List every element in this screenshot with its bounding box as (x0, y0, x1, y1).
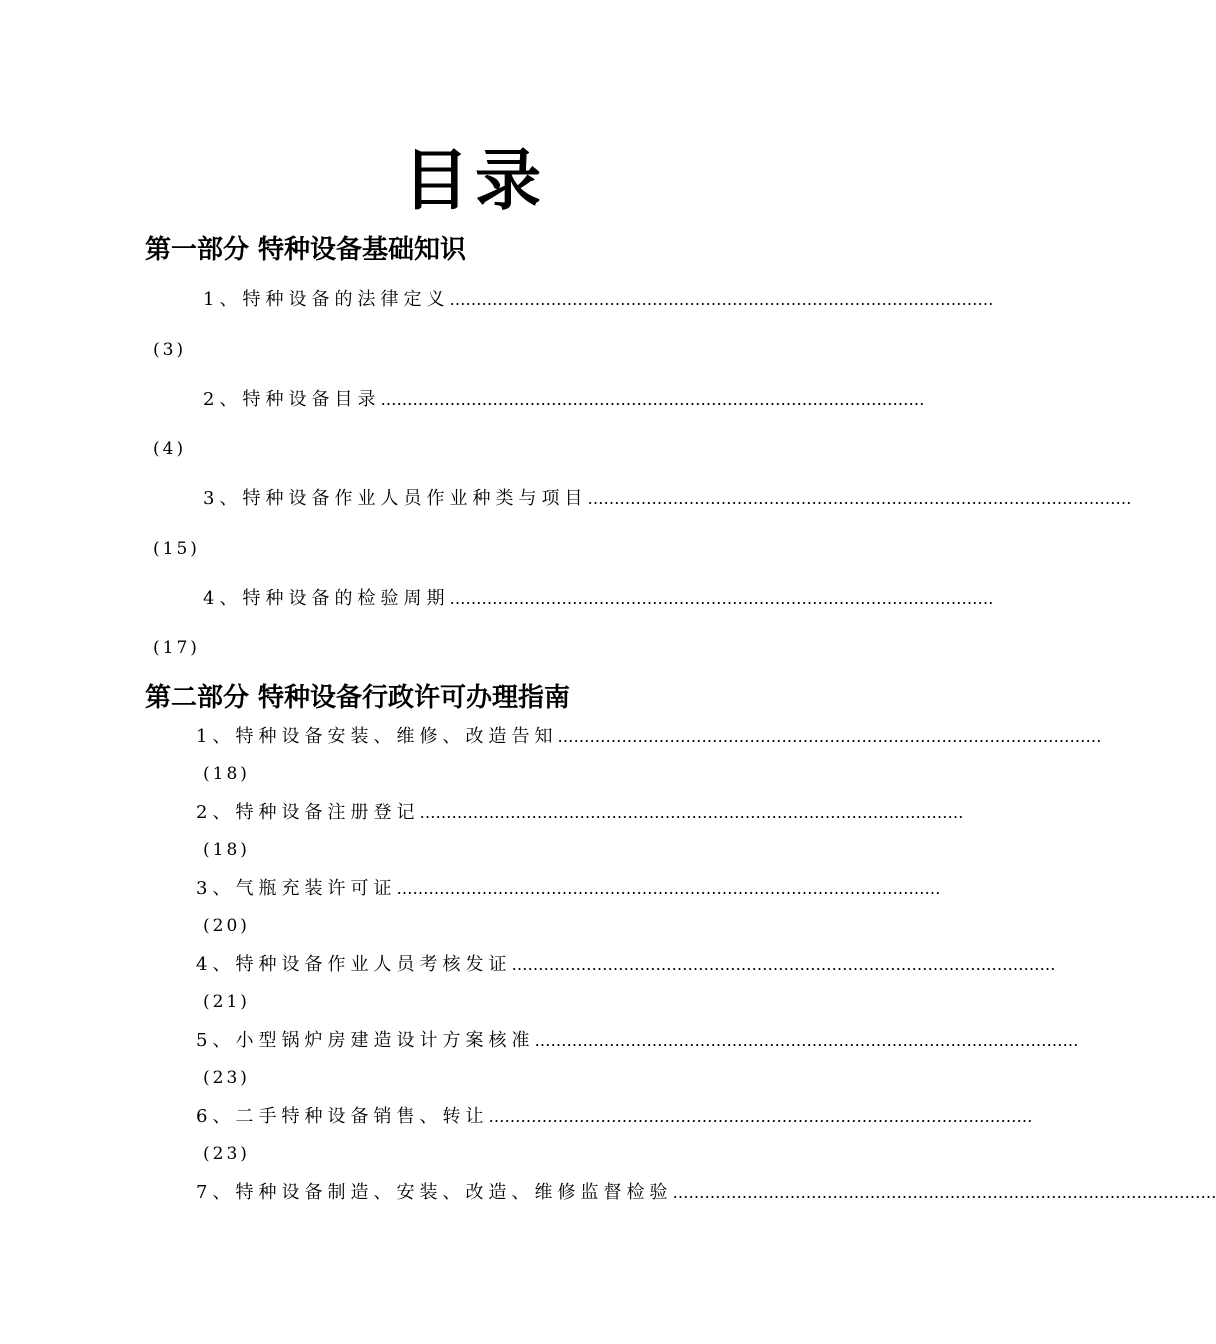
toc-entry-part2-6[interactable] (196, 1104, 1033, 1130)
toc-entry-text: 4、特种设备作业人员考核发证 (196, 954, 512, 975)
toc-page-ref: (21) (203, 992, 250, 1012)
section-heading-part2: 第二部分 特种设备行政许可办理指南 (145, 683, 571, 713)
toc-page-ref: (15) (153, 539, 200, 559)
toc-page-ref: (23) (203, 1144, 250, 1164)
toc-entry-text: 4、特种设备的检验周期 (203, 588, 450, 609)
toc-entry-part2-3[interactable] (196, 876, 941, 902)
toc-leader-dots: ………………………………………………………………………………………… (449, 290, 994, 309)
toc-entry-text: 2、特种设备注册登记 (196, 802, 420, 823)
section-heading-part1: 第一部分 特种设备基础知识 (145, 235, 467, 265)
toc-entry-text: 2、特种设备目录 (203, 389, 381, 410)
toc-leader-dots: ………………………………………………………………………………………… (511, 955, 1056, 974)
toc-entry-text: 3、特种设备作业人员作业种类与项目 (203, 488, 588, 509)
toc-leader-dots: ………………………………………………………………………………………… (488, 1107, 1033, 1126)
toc-page-ref: (20) (203, 916, 250, 936)
toc-page-ref: (4) (153, 439, 187, 459)
toc-entry-text: 7、特种设备制造、安装、改造、维修监督检验 (196, 1182, 673, 1203)
toc-page-ref: (23) (203, 1068, 250, 1088)
toc-entry-text: 1、特种设备安装、维修、改造告知 (196, 726, 558, 747)
toc-leader-dots: ………………………………………………………………………………………… (396, 879, 941, 898)
toc-entry-part2-7[interactable] (196, 1180, 1216, 1206)
toc-leader-dots: ………………………………………………………………………………………… (419, 803, 964, 822)
toc-entry-part2-1[interactable] (196, 724, 1102, 750)
toc-leader-dots: ………………………………………………………………………………………… (557, 727, 1102, 746)
toc-entry-part2-2[interactable] (196, 800, 964, 826)
toc-entry-part1-2[interactable] (203, 387, 925, 413)
toc-leader-dots: ………………………………………………………………………………………… (449, 589, 994, 608)
toc-entry-part2-4[interactable] (196, 952, 1056, 978)
toc-page-ref: (17) (153, 638, 200, 658)
toc-page-ref: (3) (153, 340, 187, 360)
toc-entry-text: 6、二手特种设备销售、转让 (196, 1106, 489, 1127)
toc-entry-part1-1[interactable] (203, 287, 994, 313)
toc-leader-dots: ………………………………………………………………………………………… (534, 1031, 1079, 1050)
toc-page-ref: (18) (203, 840, 250, 860)
toc-entry-part1-4[interactable] (203, 586, 994, 612)
toc-entry-part1-3[interactable] (203, 486, 1132, 512)
toc-entry-text: 3、气瓶充装许可证 (196, 878, 397, 899)
toc-entry-text: 1、特种设备的法律定义 (203, 289, 450, 310)
toc-page-ref: (18) (203, 764, 250, 784)
page-title: 目录 (403, 141, 547, 219)
toc-entry-text: 5、小型锅炉房建造设计方案核准 (196, 1030, 535, 1051)
toc-leader-dots: ………………………………………………………………………………………… (672, 1183, 1216, 1202)
toc-leader-dots: ………………………………………………………………………………………… (380, 390, 925, 409)
toc-entry-part2-5[interactable] (196, 1028, 1079, 1054)
toc-leader-dots: ………………………………………………………………………………………… (587, 489, 1132, 508)
